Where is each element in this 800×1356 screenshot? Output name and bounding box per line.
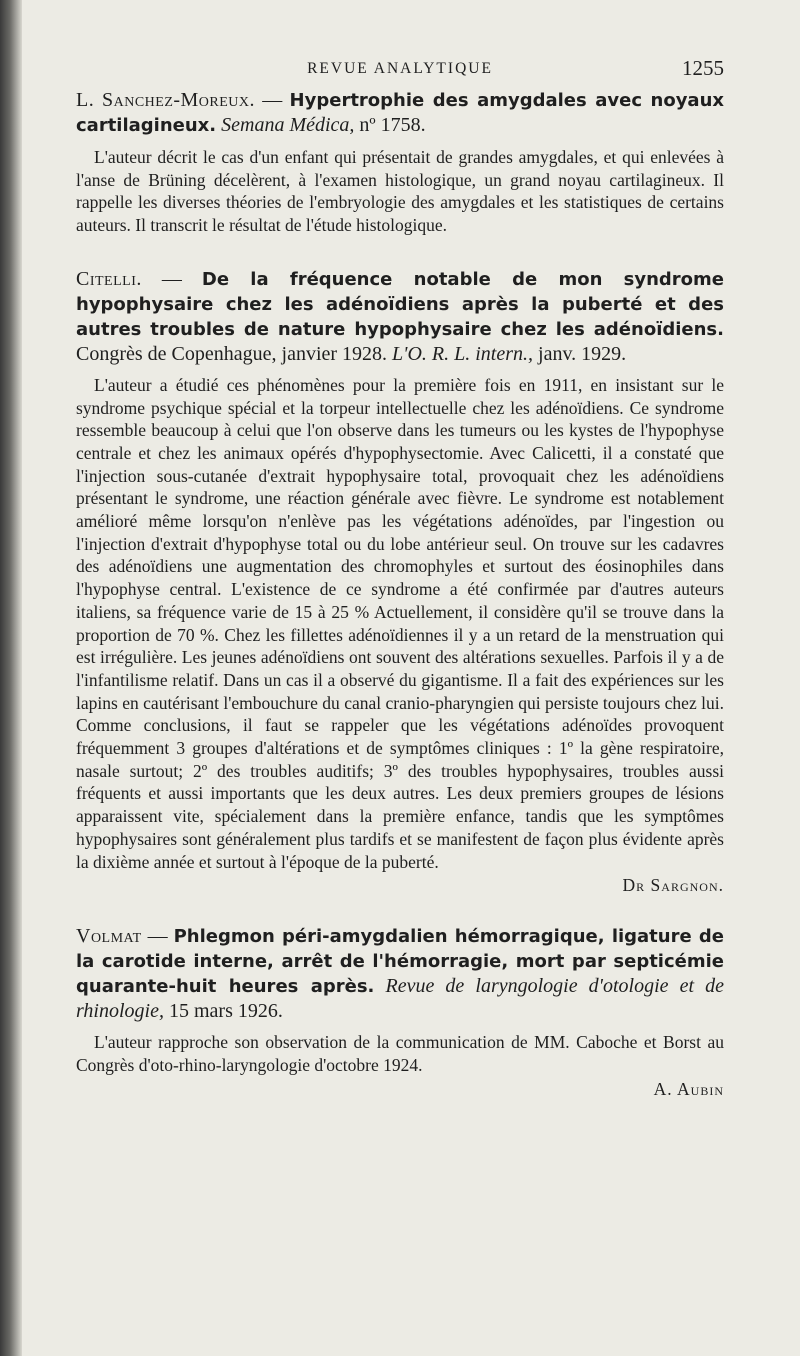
article-signature: A. Aubin xyxy=(653,1078,724,1099)
page-content xyxy=(76,52,724,1100)
heading-separator: — xyxy=(255,89,290,111)
article-3 xyxy=(76,924,724,1099)
article-citation: nº 1758. xyxy=(354,114,426,136)
article-title: De la fréquence notable de mon syndrome hypophysaire chez les adénoïdiens après la puberté et des autres troubles de nature hypophysaire chez les adénoïdiens. xyxy=(76,268,724,340)
heading-separator: — xyxy=(141,925,174,948)
article-body: L'auteur décrit le cas d'un enfant qui présentait de grandes amygdales, et qui enlevées à l'anse de Brüning décelèrent, à l'examen histologique, un grand noyau cartilagineux. Il rappelle les diverses théories de l'embryologie des amygdales et les statistiques de certains auteurs. Il transcrit le résultat de l'étude histologique. xyxy=(76,147,724,236)
running-title: REVUE ANALYTIQUE xyxy=(307,60,493,77)
article-journal: Revue de laryngologie d'otologie et de rhinologie, xyxy=(76,975,724,1023)
running-head xyxy=(76,52,724,88)
article-1 xyxy=(76,88,724,237)
article-signature: Dr Sargnon. xyxy=(622,875,724,896)
article-citation: janv. 1929. xyxy=(533,342,627,365)
article-citation-pre: Congrès de Copenhague, janvier 1928. xyxy=(76,342,393,365)
article-heading xyxy=(76,924,724,1023)
article-2 xyxy=(76,267,724,896)
article-author: Volmat xyxy=(76,925,142,948)
heading-separator: — xyxy=(141,267,202,290)
article-body: L'auteur rapproche son observation de la communication de MM. Caboche et Borst au Congrès d'oto-rhino-laryngologie d'octobre 1924. xyxy=(76,1032,724,1075)
article-journal: L'O. R. L. intern., xyxy=(392,342,534,365)
article-citation: 15 mars 1926. xyxy=(163,1000,283,1023)
page-number: 1255 xyxy=(682,56,724,80)
article-heading xyxy=(76,267,724,366)
book-spine-shadow xyxy=(0,0,22,1356)
article-title: Phlegmon péri-amygdalien hémorragique, ligature de la carotide interne, arrêt de l'hémorragie, mort par septicémie quarante-huit heures après. xyxy=(76,926,724,998)
article-journal: Semana Médica, xyxy=(221,114,355,136)
article-title: Hypertrophie des amygdales avec noyaux cartilagineux. xyxy=(76,90,725,136)
article-heading xyxy=(76,88,724,138)
article-author: Citelli. xyxy=(76,267,142,290)
article-body: L'auteur a étudié ces phénomènes pour la première fois en 1911, en insistant sur le syndrome psychique spécial et la torpeur intellectuelle chez les adénoïdiens. Ce syndrome ressemble beaucoup à celui que l'on observe dans les tumeurs ou les kystes de l'hypophyse centrale et chez les animaux opérés d'hypophysectomie. Avec Calicetti, il a constaté que l'injection sous-cutanée d'extrait hypophysaire total, provoquait chez les adénoïdiens présentant le syndrome, une réaction générale avec fièvre. Le syndrome est notablement amélioré même lorsqu'on n'enlève pas les végétations adénoïdes, par l'ingestion ou l'injection d'extrait d'hypophyse total ou du lobe antérieur seul. On trouve sur les cadavres des adénoïdiens une augmentation des chromophyles et surtout des éosinophiles dans l'hypophyse central. L'existence de ce syndrome a été confirmée par d'autres auteurs italiens, sa fréquence varie de 15 à 25 % Actuellement, il considère qu'il se trouve dans la proportion de 70 %. Chez les fillettes adénoïdiennes il y a un retard de la menstruation qui est irrégulière. Les jeunes adénoïdiens ont souvent des altérations sexuelles. Parfois il y a de l'infantilisme relatif. Dans un cas il a observé du gigantisme. Il a fait des expériences sur les lapins en cautérisant l'embouchure du canal cranio-pharyngien qui persiste toujours chez lui. Comme conclusions, il faut se rappeler que les végétations adénoïdes provoquent fréquemment 3 groupes d'altérations et de symptômes cliniques : 1º la gène respiratoire, nasale surtout; 2º des troubles auditifs; 3º des troubles hypophysaires, troubles aussi fréquents et aussi importants que les deux autres. Les deux premiers groupes de lésions apparaissent vite, spécialement dans la première enfance, tandis que les symptômes hypophysaires sont généralement plus tardifs et se manifestent de façon plus évidente après la dixième année et surtout à l'époque de la puberté. xyxy=(76,374,724,872)
article-author: L. Sanchez-Moreux. xyxy=(76,89,256,111)
